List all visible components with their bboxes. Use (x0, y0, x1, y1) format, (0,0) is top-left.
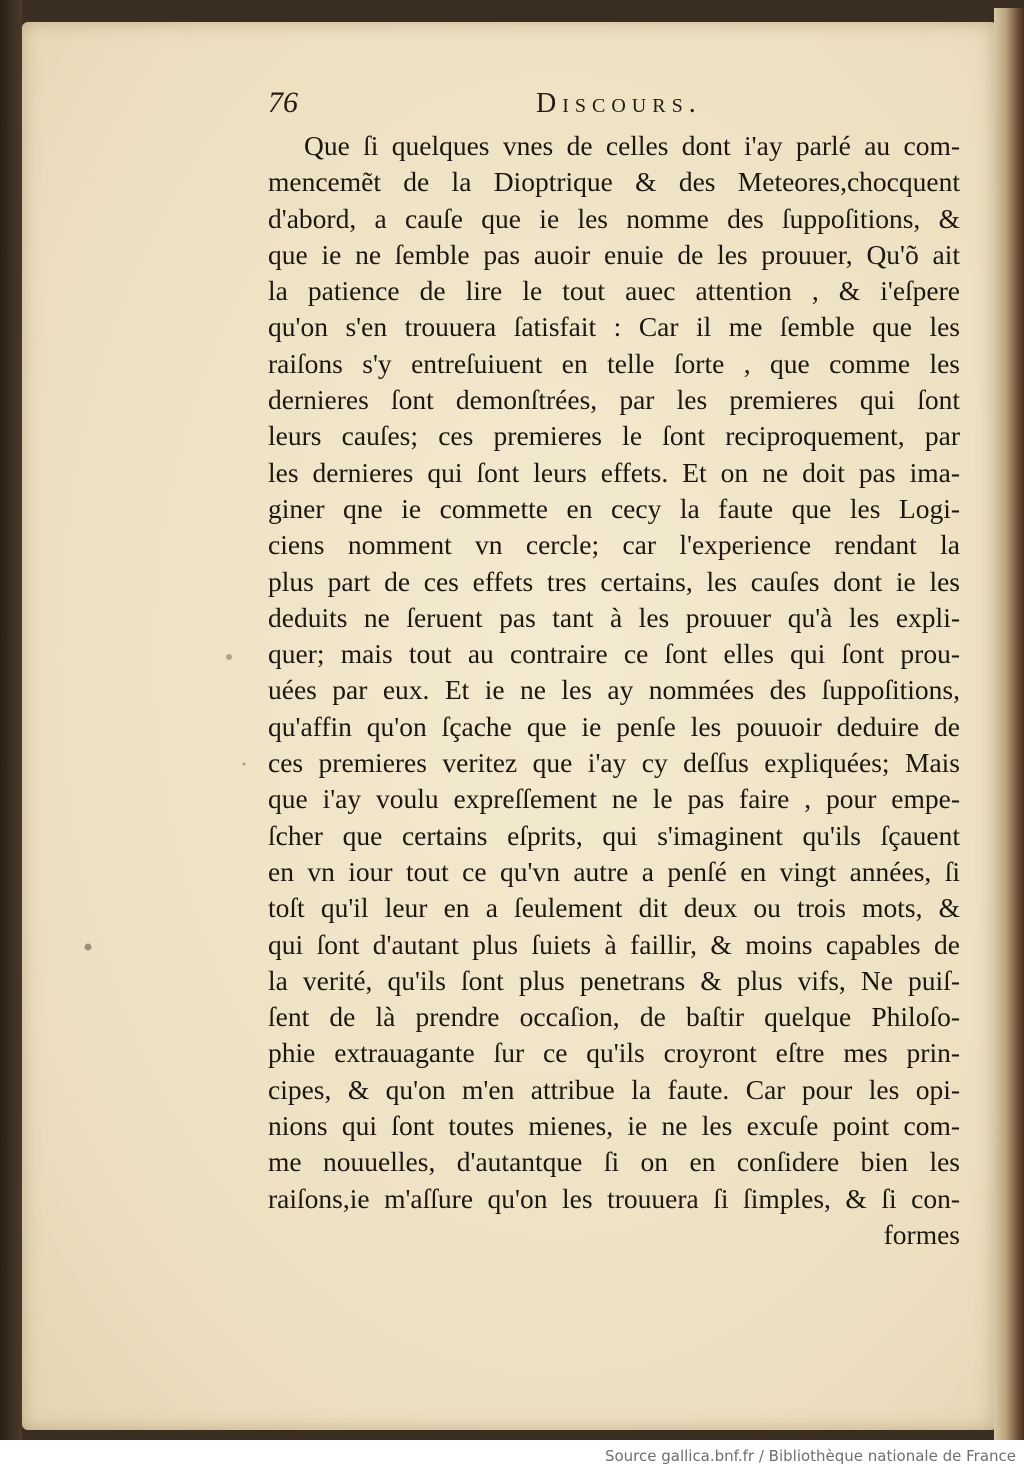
text-line: cipes, & qu'on m'en attribue la faute. Car pour les opi- (268, 1073, 960, 1105)
book-binding-edge (994, 8, 1024, 1440)
text-line: ſcher que certains eſprits, qui s'imaginent qu'ils ſçauent (268, 819, 960, 851)
speck (226, 654, 232, 660)
text-line: raiſons,ie m'aſſure qu'on les trouuera ſi ſimples, & ſi con- (268, 1182, 960, 1214)
text-line: la patience de lire le tout auec attention , & i'eſpere (268, 275, 960, 307)
text-line: Que ſi quelques vnes de celles dont i'ay parlé au com- (304, 130, 960, 161)
text-line: ciens nomment vn cercle; car l'experience rendant la (268, 529, 960, 561)
text-line: me nouuelles, d'autantque ſi on en conſidere bien les (268, 1146, 960, 1178)
page-number: 76 (268, 86, 298, 119)
text-line: giner qne ie commette en cecy la faute que les Logi- (268, 492, 960, 524)
text-line: les dernieres qui ſont leurs effets. Et on ne doit pas ima- (268, 456, 960, 488)
speck (85, 944, 92, 951)
text-line: phie extrauagante ſur ce qu'ils croyront eſtre mes prin- (268, 1037, 960, 1069)
text-line: qui ſont d'autant plus ſuiets à faillir, & moins capables de (268, 928, 960, 960)
book-left-edge (0, 0, 22, 1440)
text-line: qu'on s'en trouuera ſatisfait : Car il me ſemble que les (268, 311, 960, 343)
text-line: d'abord, a cauſe que ie les nomme des ſuppoſitions, & (268, 202, 960, 234)
text-line: ſent de là prendre occaſion, de baſtir quelque Philoſo- (268, 1001, 960, 1033)
footer-bar (0, 1440, 1024, 1473)
running-head: Discours. (536, 88, 702, 119)
text-line: toſt qu'il leur en a ſeulement dit deux ou trois mots, & (268, 892, 960, 924)
text-line: en vn iour tout ce qu'vn autre a penſé en vingt années, ſi (268, 855, 960, 887)
text-line: qu'affin qu'on ſçache que ie penſe les pouuoir deduire de (268, 710, 960, 742)
page-header (268, 86, 968, 126)
speck (243, 763, 246, 766)
catchword: formes (883, 1218, 960, 1250)
text-line: deduits ne ſeruent pas tant à les prouuer qu'à les expli- (268, 601, 960, 633)
text-line: dernieres ſont demonſtrées, par les premieres qui ſont (268, 384, 960, 416)
body-text (268, 128, 960, 1253)
text-line: raiſons s'y entreſuiuent en telle ſorte , que comme les (268, 347, 960, 379)
text-line: uées par eux. Et ie ne les ay nommées des ſuppoſitions, (268, 674, 960, 706)
text-line: leurs cauſes; ces premieres le ſont reciproquement, par (268, 420, 960, 452)
text-line: la verité, qu'ils ſont plus penetrans & plus vifs, Ne puiſ- (268, 964, 960, 996)
source-attribution: Source gallica.bnf.fr / Bibliothèque nationale de France (604, 1447, 1016, 1465)
text-line: que ie ne ſemble pas auoir enuie de les prouuer, Qu'õ ait (268, 238, 960, 270)
text-line: que i'ay voulu expreſſement ne le pas faire , pour empe- (268, 783, 960, 815)
text-line: mencemẽt de la Dioptrique & des Meteores,chocquent (268, 166, 960, 198)
text-line: ces premieres veritez que i'ay cy deſſus expliquées; Mais (268, 747, 960, 779)
text-line: quer; mais tout au contraire ce ſont elles qui ſont prou- (268, 638, 960, 670)
text-line: plus part de ces effets tres certains, les cauſes dont ie les (268, 565, 960, 597)
text-line: nions qui ſont toutes mienes, ie ne les excuſe point com- (268, 1110, 960, 1142)
